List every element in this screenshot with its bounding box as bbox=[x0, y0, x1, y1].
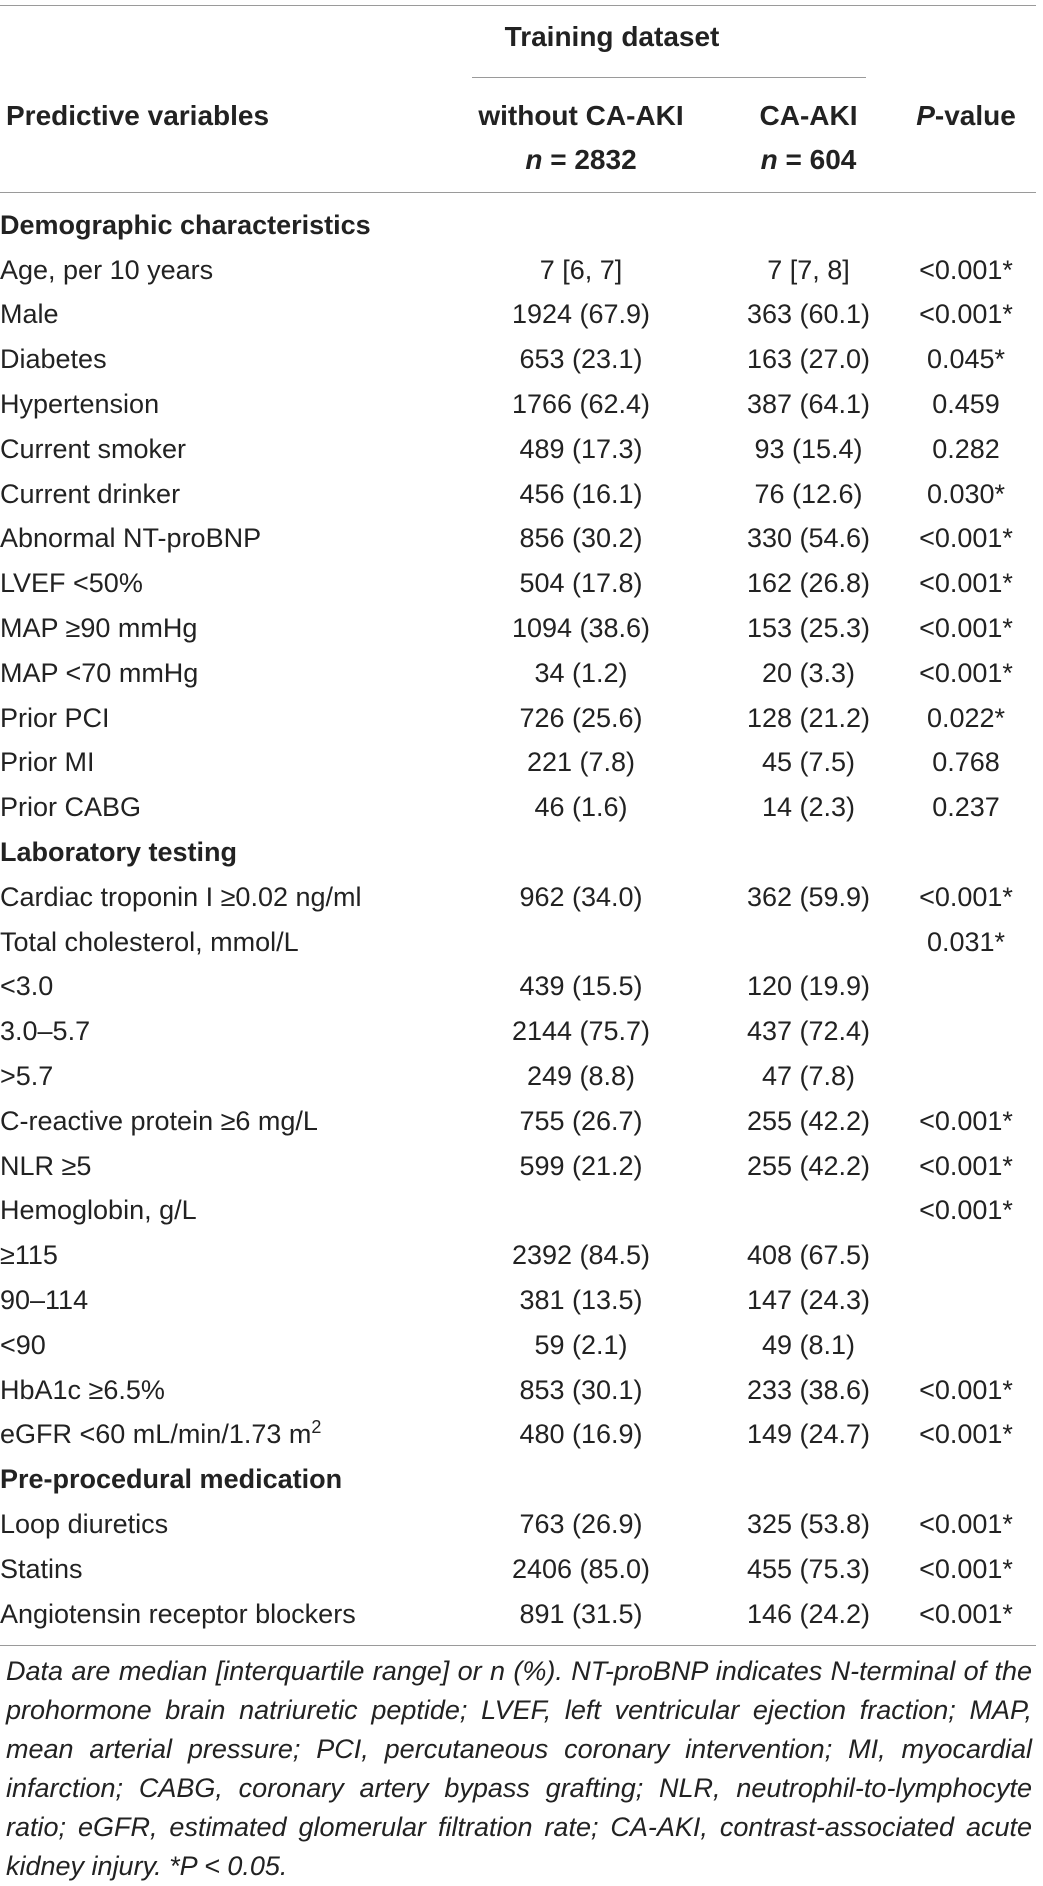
caaki-value: 149 (24.7) bbox=[746, 1419, 871, 1450]
table-row bbox=[0, 472, 1036, 517]
variable-label bbox=[0, 785, 441, 830]
table-row bbox=[0, 1502, 1036, 1547]
without-value: 46 (1.6) bbox=[534, 792, 628, 823]
p-value: <0.001* bbox=[919, 254, 1013, 285]
without-value: 59 (2.1) bbox=[534, 1329, 628, 1360]
caaki-value: 330 (54.6) bbox=[746, 523, 871, 554]
without-value: 856 (30.2) bbox=[519, 523, 643, 554]
caaki-value: 363 (60.1) bbox=[746, 299, 871, 330]
caaki-value: 45 (7.5) bbox=[761, 747, 856, 778]
without-value: 891 (31.5) bbox=[519, 1598, 643, 1629]
p-label: P bbox=[916, 100, 935, 131]
variable-label bbox=[0, 1323, 441, 1368]
caaki-value: 153 (25.3) bbox=[746, 613, 871, 644]
n-label: n bbox=[525, 144, 543, 175]
variable-text: >5.7 bbox=[0, 1061, 54, 1092]
p-value bbox=[896, 1278, 1036, 1323]
caaki-value: 255 (42.2) bbox=[746, 1105, 871, 1136]
table-row bbox=[0, 875, 1036, 920]
variable-text: NLR ≥5 bbox=[0, 1150, 92, 1181]
variable-text: Prior MI bbox=[0, 747, 95, 778]
table-row bbox=[0, 1547, 1036, 1592]
without-value: 853 (30.1) bbox=[519, 1374, 643, 1405]
caaki-value: 255 (42.2) bbox=[746, 1150, 871, 1181]
without-value: 456 (16.1) bbox=[519, 478, 643, 509]
without-value: 755 (26.7) bbox=[519, 1105, 643, 1136]
p-value: 0.031* bbox=[926, 926, 1006, 957]
p-value bbox=[896, 1009, 1036, 1054]
table-row bbox=[0, 427, 1036, 472]
variable-label bbox=[0, 1233, 441, 1278]
variable-label bbox=[0, 1009, 441, 1054]
n-value: = 2832 bbox=[542, 144, 637, 175]
caaki-value: 362 (59.9) bbox=[746, 881, 871, 912]
p-value: <0.001* bbox=[919, 881, 1013, 912]
n-value: = 604 bbox=[777, 144, 857, 175]
caaki-value: 325 (53.8) bbox=[746, 1509, 871, 1539]
without-value: 1924 (67.9) bbox=[511, 299, 651, 330]
table-row bbox=[0, 1413, 1036, 1458]
variable-text: Current drinker bbox=[0, 478, 181, 509]
p-value: 0.022* bbox=[926, 702, 1006, 733]
table-row bbox=[0, 382, 1036, 427]
variable-text: HbA1c ≥6.5% bbox=[0, 1374, 165, 1405]
section-label: Pre-procedural medication bbox=[0, 1464, 343, 1495]
bottom-rule bbox=[0, 1645, 1036, 1646]
caaki-value: 47 (7.8) bbox=[761, 1061, 856, 1092]
variable-label bbox=[0, 293, 441, 338]
without-value: 1094 (38.6) bbox=[511, 613, 651, 644]
variable-label bbox=[0, 1368, 441, 1413]
without-value: 439 (15.5) bbox=[519, 971, 643, 1002]
variable-text: <90 bbox=[0, 1329, 46, 1360]
variable-text: Prior PCI bbox=[0, 702, 110, 733]
p-value: <0.001* bbox=[919, 568, 1013, 599]
variable-label bbox=[0, 1413, 441, 1458]
variable-text: <3.0 bbox=[0, 971, 54, 1002]
header-without: without CA-AKI bbox=[478, 100, 684, 131]
variable-label bbox=[0, 651, 441, 696]
caaki-value: 455 (75.3) bbox=[746, 1553, 871, 1584]
without-value: 2392 (84.5) bbox=[511, 1240, 651, 1271]
group-header: Training dataset bbox=[504, 21, 720, 52]
variable-label bbox=[0, 1592, 441, 1637]
header-rule bbox=[0, 192, 1036, 193]
table-row bbox=[0, 293, 1036, 338]
section-label: Demographic characteristics bbox=[0, 209, 371, 240]
variable-text: Hemoglobin, g/L bbox=[0, 1195, 197, 1226]
table-row bbox=[0, 1054, 1036, 1099]
variable-label bbox=[0, 1547, 441, 1592]
n-label: n bbox=[760, 144, 778, 175]
section-row bbox=[0, 1457, 1036, 1502]
caaki-value: 147 (24.3) bbox=[746, 1285, 871, 1316]
variable-label bbox=[0, 472, 441, 517]
caaki-value: 20 (3.3) bbox=[761, 657, 856, 688]
variable-label bbox=[0, 965, 441, 1010]
top-rule bbox=[0, 5, 1036, 6]
table-row bbox=[0, 1323, 1036, 1368]
without-value: 381 (13.5) bbox=[519, 1285, 643, 1316]
variable-text: C-reactive protein ≥6 mg/L bbox=[0, 1105, 318, 1136]
p-label-rest: -value bbox=[934, 100, 1016, 131]
variable-label bbox=[0, 606, 441, 651]
table-row bbox=[0, 1144, 1036, 1189]
section-label: Laboratory testing bbox=[0, 837, 238, 868]
variable-text: Statins bbox=[0, 1553, 83, 1584]
caaki-value: 233 (38.6) bbox=[746, 1374, 871, 1405]
table-row bbox=[0, 741, 1036, 786]
variable-label bbox=[0, 1054, 441, 1099]
variable-text: Abnormal NT-proBNP bbox=[0, 523, 262, 554]
variable-text: Current smoker bbox=[0, 433, 187, 464]
table-row bbox=[0, 785, 1036, 830]
variable-text: Loop diuretics bbox=[0, 1509, 169, 1539]
variable-label bbox=[0, 1099, 441, 1144]
variable-label bbox=[0, 741, 441, 786]
variable-text: 3.0–5.7 bbox=[0, 1016, 91, 1047]
p-value bbox=[896, 965, 1036, 1010]
without-value: 7 [6, 7] bbox=[539, 254, 623, 285]
table-row bbox=[0, 561, 1036, 606]
p-value bbox=[896, 1233, 1036, 1278]
table-row bbox=[0, 606, 1036, 651]
p-value: <0.001* bbox=[919, 1150, 1013, 1181]
caaki-value: 163 (27.0) bbox=[746, 344, 871, 375]
group-underline bbox=[472, 77, 866, 78]
without-value: 653 (23.1) bbox=[519, 344, 643, 375]
table-row bbox=[0, 1233, 1036, 1278]
caaki-value: 146 (24.2) bbox=[746, 1598, 871, 1629]
variable-label bbox=[0, 1502, 441, 1547]
p-value: 0.768 bbox=[932, 747, 1000, 778]
header-without-n bbox=[441, 143, 721, 177]
variable-label bbox=[0, 696, 441, 741]
variable-text: Angiotensin receptor blockers bbox=[0, 1598, 356, 1629]
p-value: 0.045* bbox=[926, 344, 1006, 375]
table-row bbox=[0, 1189, 1036, 1234]
without-value: 489 (17.3) bbox=[519, 433, 643, 464]
variable-text: eGFR <60 mL/min/1.73 m bbox=[0, 1419, 312, 1450]
caaki-value: 93 (15.4) bbox=[754, 433, 863, 464]
without-value: 599 (21.2) bbox=[519, 1150, 643, 1181]
variable-label bbox=[0, 920, 441, 965]
section-row bbox=[0, 203, 1036, 248]
p-value: <0.001* bbox=[919, 1553, 1013, 1584]
p-value: 0.459 bbox=[932, 389, 1000, 420]
variable-text: 90–114 bbox=[0, 1285, 89, 1316]
variable-text: MAP ≥90 mmHg bbox=[0, 613, 198, 644]
variable-text: Cardiac troponin I ≥0.02 ng/ml bbox=[0, 881, 362, 912]
without-value: 763 (26.9) bbox=[519, 1509, 643, 1539]
table-row bbox=[0, 1368, 1036, 1413]
p-value: <0.001* bbox=[919, 613, 1013, 644]
without-value: 221 (7.8) bbox=[526, 747, 636, 778]
variable-label bbox=[0, 427, 441, 472]
variable-text: LVEF <50% bbox=[0, 568, 143, 599]
caaki-value: 387 (64.1) bbox=[746, 389, 871, 420]
caaki-value: 14 (2.3) bbox=[761, 792, 856, 823]
table-row bbox=[0, 920, 1036, 965]
header-variables: Predictive variables bbox=[6, 100, 270, 131]
caaki-value: 128 (21.2) bbox=[746, 702, 871, 733]
variable-label bbox=[0, 1189, 441, 1234]
p-value: 0.282 bbox=[932, 433, 1000, 464]
p-value: <0.001* bbox=[919, 1419, 1013, 1450]
caaki-value: 437 (72.4) bbox=[746, 1016, 871, 1047]
without-value: 1766 (62.4) bbox=[511, 389, 651, 420]
variable-label bbox=[0, 1144, 441, 1189]
variable-label bbox=[0, 337, 441, 382]
without-value: 2406 (85.0) bbox=[511, 1553, 651, 1584]
without-value: 2144 (75.7) bbox=[511, 1016, 651, 1047]
variable-text: Total cholesterol, mmol/L bbox=[0, 926, 299, 957]
variable-text: Diabetes bbox=[0, 344, 107, 375]
table-row bbox=[0, 1099, 1036, 1144]
p-value: <0.001* bbox=[919, 1195, 1013, 1226]
table-footnote: Data are median [interquartile range] or n (%). NT-proBNP indicates N-terminal of the prohormone brain natriuretic peptide; LVEF, left ventricular ejection fraction; MAP, mean arterial pressure; PCI, percutaneous coronary intervention; MI, myocardial infarction; CABG, coronary artery bypass grafting; NLR, neutrophil-to-lymphocyte ratio; eGFR, estimated glomerular filtration rate; CA-AKI, contrast-associated acute kidney injury. *P < 0.05. bbox=[6, 1656, 1032, 1881]
variable-text: Male bbox=[0, 299, 59, 330]
caaki-value bbox=[721, 1189, 896, 1234]
without-value bbox=[441, 920, 721, 965]
section-row bbox=[0, 830, 1036, 875]
p-value: <0.001* bbox=[919, 299, 1013, 330]
p-value: 0.030* bbox=[926, 478, 1006, 509]
header-caaki-n bbox=[721, 143, 896, 177]
variable-label bbox=[0, 561, 441, 606]
caaki-value: 120 (19.9) bbox=[746, 971, 871, 1002]
variable-text: ≥115 bbox=[0, 1240, 58, 1271]
variable-label bbox=[0, 382, 441, 427]
p-value: <0.001* bbox=[919, 1105, 1013, 1136]
variable-text: Prior CABG bbox=[0, 792, 142, 823]
without-value: 504 (17.8) bbox=[519, 568, 643, 599]
without-value: 726 (25.6) bbox=[519, 702, 643, 733]
table-row bbox=[0, 1009, 1036, 1054]
without-value bbox=[441, 1189, 721, 1234]
header-caaki: CA-AKI bbox=[759, 100, 858, 131]
caaki-value: 162 (26.8) bbox=[746, 568, 871, 599]
table-row bbox=[0, 965, 1036, 1010]
table-row bbox=[0, 248, 1036, 293]
without-value: 249 (8.8) bbox=[526, 1061, 636, 1092]
table-row bbox=[0, 517, 1036, 562]
caaki-value: 7 [7, 8] bbox=[767, 254, 850, 285]
variable-label bbox=[0, 517, 441, 562]
p-value: <0.001* bbox=[919, 1374, 1013, 1405]
without-value: 34 (1.2) bbox=[534, 657, 628, 688]
data-table bbox=[0, 203, 1036, 1637]
variable-label bbox=[0, 248, 441, 293]
p-value: <0.001* bbox=[919, 523, 1013, 554]
variable-text: MAP <70 mmHg bbox=[0, 657, 199, 688]
table-row bbox=[0, 1592, 1036, 1637]
superscript: 2 bbox=[311, 1417, 322, 1438]
p-value: 0.237 bbox=[932, 792, 1000, 823]
header-pvalue bbox=[896, 99, 1036, 133]
table-row bbox=[0, 696, 1036, 741]
p-value: <0.001* bbox=[919, 1509, 1013, 1539]
table-row bbox=[0, 651, 1036, 696]
variable-label bbox=[0, 1278, 441, 1323]
table-row bbox=[0, 337, 1036, 382]
caaki-value: 76 (12.6) bbox=[754, 478, 863, 509]
variable-text: Age, per 10 years bbox=[0, 254, 214, 285]
p-value: <0.001* bbox=[919, 1598, 1013, 1629]
caaki-value bbox=[721, 920, 896, 965]
without-value: 480 (16.9) bbox=[519, 1419, 643, 1450]
p-value bbox=[896, 1323, 1036, 1368]
p-value bbox=[896, 1054, 1036, 1099]
variable-label bbox=[0, 875, 441, 920]
without-value: 962 (34.0) bbox=[519, 881, 643, 912]
p-value: <0.001* bbox=[919, 657, 1013, 688]
table-row bbox=[0, 1278, 1036, 1323]
caaki-value: 408 (67.5) bbox=[746, 1240, 871, 1271]
caaki-value: 49 (8.1) bbox=[761, 1329, 856, 1360]
variable-text: Hypertension bbox=[0, 389, 160, 420]
